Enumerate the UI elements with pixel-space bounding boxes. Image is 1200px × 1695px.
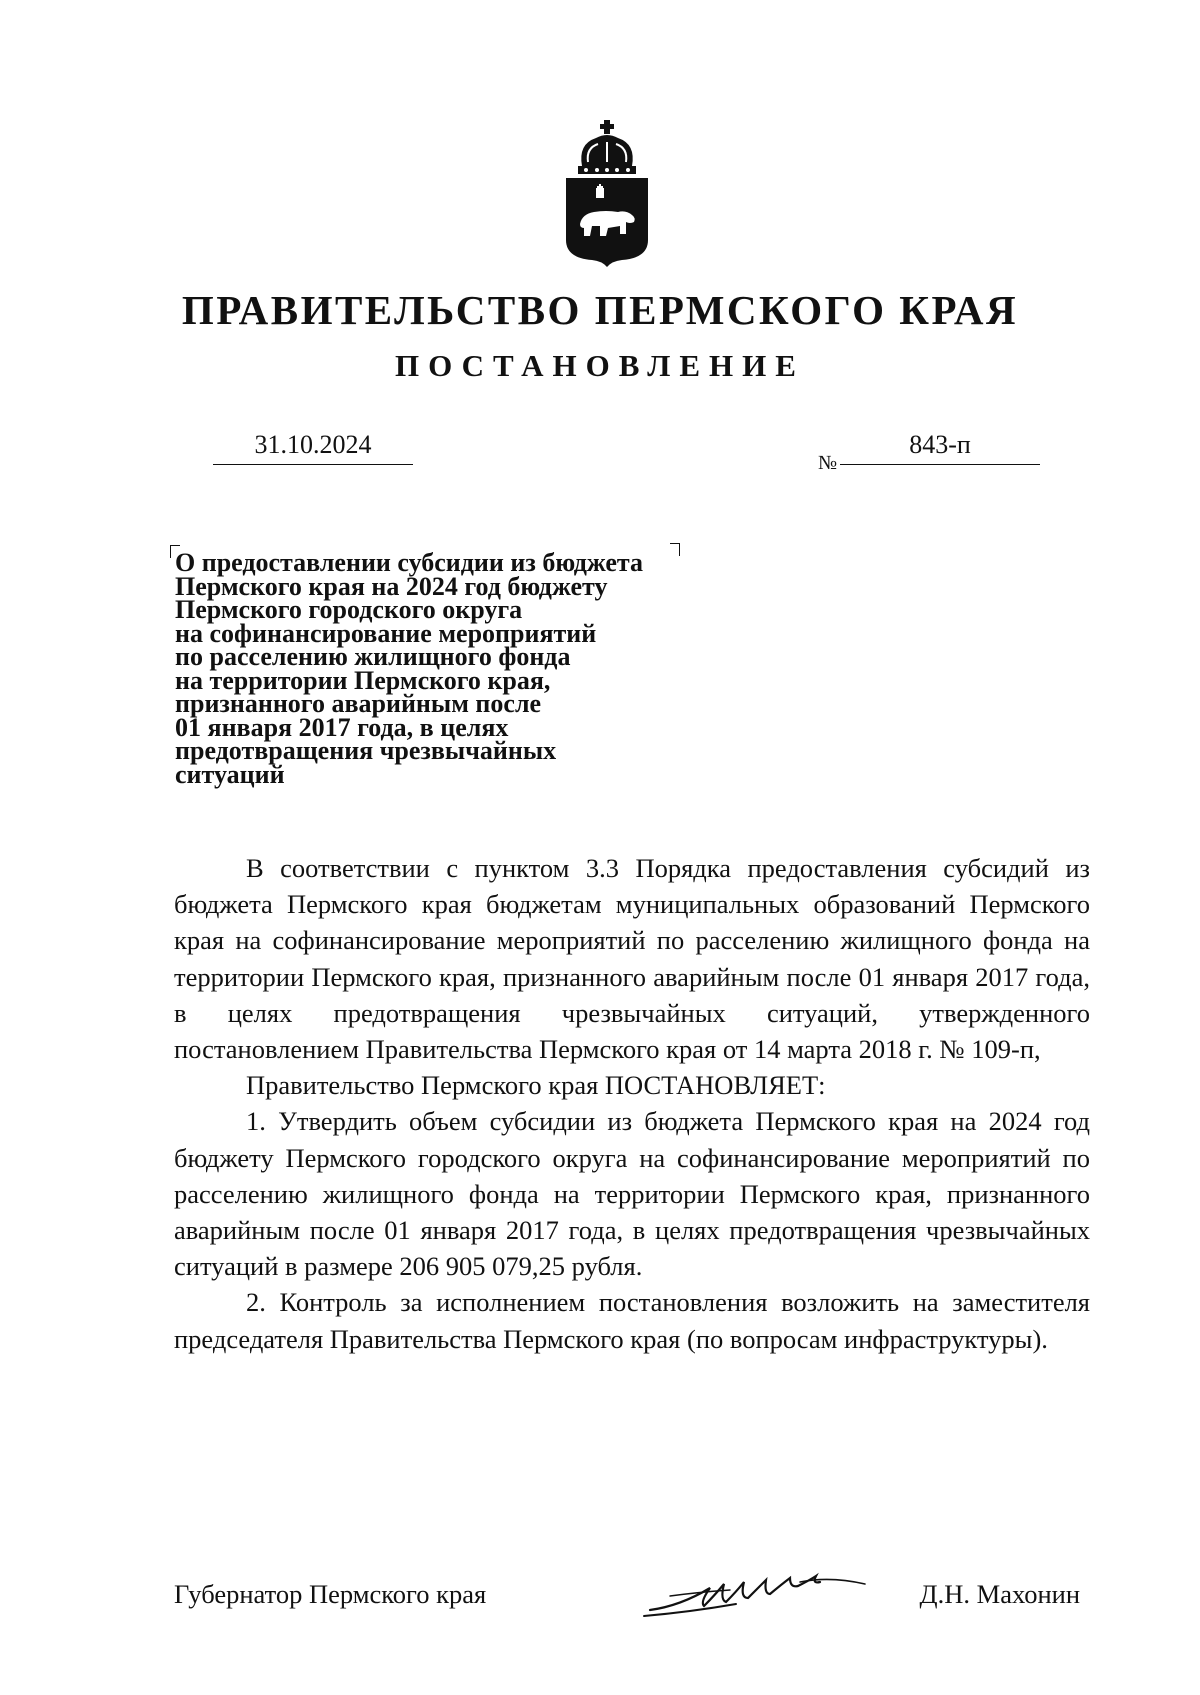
- signatory-name: Д.Н. Махонин: [919, 1579, 1080, 1609]
- government-title: ПРАВИТЕЛЬСТВО ПЕРМСКОГО КРАЯ: [181, 287, 1019, 333]
- resolves-paragraph: Правительство Пермского края ПОСТАНОВЛЯЕТ:: [246, 1070, 826, 1101]
- signature-block: [174, 1579, 1090, 1619]
- document-body: [174, 850, 1090, 1357]
- item-2-paragraph: 2. Контроль за исполнением постановления возложить на заместителя председателя Правительства Пермского края (по вопросам инфраструктуры).: [174, 1287, 1090, 1354]
- item-1-paragraph: 1. Утвердить объем субсидии из бюджета Пермского края на 2024 год бюджету Пермского городского округа на софинансирование мероприятий по расселению жилищного фонда на территории Пермского края, признанного аварийным после 01 января 2017 года, в целях предотвращения чрезвычайных ситуаций в размере 206 905 079,25 рубля.: [174, 1106, 1090, 1282]
- preamble-paragraph: В соответствии с пунктом 3.3 Порядка предоставления субсидий из бюджета Пермского края бюджетам муниципальных образований Пермского края на софинансирование мероприятий по расселению жилищного фонда на территории Пермского края, признанного аварийным после 01 января 2017 года, в целях предотвращения чрезвычайных ситуаций, утвержденного постановлением Правительства Пермского края от 14 марта 2018 г. № 109-п,: [174, 853, 1090, 1065]
- document-type: ПОСТАНОВЛЕНИЕ: [395, 348, 805, 383]
- signatory-position: Губернатор Пермского края: [174, 1579, 487, 1609]
- perm-krai-coat-of-arms-icon: [562, 118, 652, 268]
- document-subject: О предоставлении субсидии из бюджета Пермского края на 2024 год бюджету Пермского городского округа на софинансирование мероприятий по расселению жилищного фонда на территории Пермского края, признанного аварийным после 01 января 2017 года, в целях предотвращения чрезвычайных ситуаций: [175, 548, 643, 789]
- handwritten-signature-icon: [640, 1566, 880, 1626]
- document-date: 31.10.2024: [213, 430, 413, 465]
- document-number: 843-п: [840, 430, 1040, 465]
- number-sign: №: [818, 452, 838, 474]
